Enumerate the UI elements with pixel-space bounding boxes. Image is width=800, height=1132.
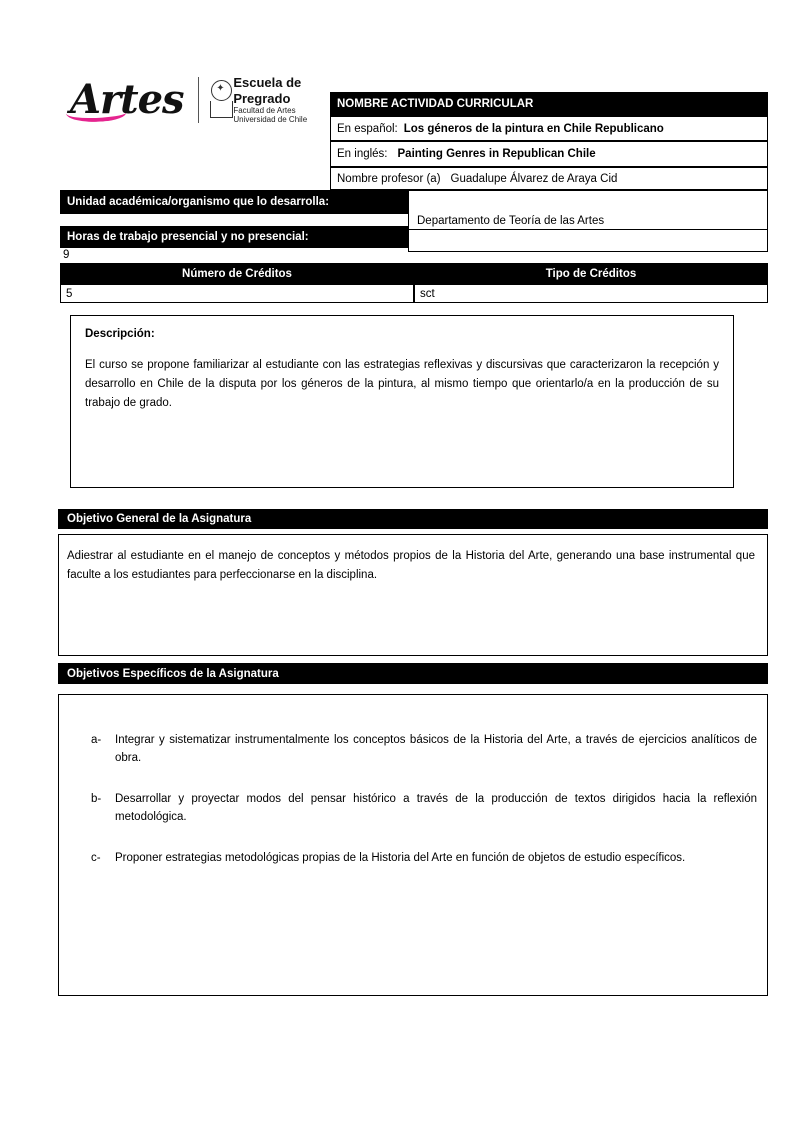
- hours-value: 9: [63, 249, 70, 261]
- specific-objectives-box: [58, 694, 768, 996]
- logo-divider: [198, 77, 199, 123]
- credits-type-label: Tipo de Créditos: [545, 267, 637, 280]
- logo-line-3: Universidad de Chile: [233, 115, 308, 125]
- logo-line-2: Facultad de Artes: [233, 105, 296, 115]
- unit-label-bar: [60, 190, 408, 214]
- credits-type-value: sct: [420, 287, 435, 300]
- logo-line-1: Escuela de Pregrado: [233, 75, 302, 106]
- list-item: [91, 849, 757, 867]
- credits-number-cell: [60, 284, 414, 303]
- english-value: Painting Genres in Republican Chile: [397, 148, 596, 160]
- university-seal-icon: ✦: [208, 78, 225, 122]
- logo-text-block: [233, 75, 318, 125]
- professor-value: Guadalupe Álvarez de Araya Cid: [450, 172, 618, 185]
- professor-label: Nombre profesor (a): [337, 172, 441, 185]
- objective-marker: c-: [91, 851, 101, 864]
- objective-marker: a-: [91, 734, 102, 746]
- specific-objectives-title-bar: [58, 663, 768, 684]
- objective-text: Proponer estrategias metodológicas propias de la Historia del Arte en función de objetos de estudio específicos.: [115, 851, 686, 864]
- credits-number-value: 5: [66, 287, 73, 300]
- header-title-text: NOMBRE ACTIVIDAD CURRICULAR: [337, 98, 534, 110]
- credits-type-header: [414, 263, 768, 284]
- english-label: En inglés:: [337, 148, 388, 160]
- row-professor: [330, 167, 768, 190]
- list-item: [91, 731, 757, 768]
- credits-type-cell: [414, 284, 768, 303]
- hours-label-bar: [60, 226, 408, 248]
- general-objective-box: [58, 534, 768, 656]
- unit-value-cell: [408, 190, 768, 230]
- description-label: Descripción:: [85, 328, 155, 340]
- row-english-name: [330, 141, 768, 167]
- general-objective-title-bar: [58, 509, 768, 529]
- hours-extra-cell: [408, 230, 768, 252]
- objective-text: Desarrollar y proyectar modos del pensar histórico a través de la producción de textos dirigidos hacia la reflexión metodológica.: [115, 792, 757, 824]
- general-objective-title: Objetivo General de la Asignatura: [67, 513, 252, 525]
- unit-label: Unidad académica/organismo que lo desarrolla:: [67, 196, 330, 208]
- unit-value: Departamento de Teoría de las Artes: [417, 215, 605, 227]
- hours-label: Horas de trabajo presencial y no presencial:: [67, 231, 309, 243]
- header-title-bar: [330, 92, 768, 116]
- logo-wordmark: Artes: [70, 76, 184, 123]
- general-objective-text: Adiestrar al estudiante en el manejo de conceptos y métodos propios de la Historia del Arte, generando una base instrumental que faculte a los estudiantes para perfeccionarse en la disciplina.: [67, 550, 755, 581]
- credits-number-label: Número de Créditos: [182, 267, 292, 280]
- description-text: El curso se propone familiarizar al estudiante con las estrategias reflexivas y discursivas que caracterizaron la recepción y desarrollo en Chile de la disputa por los géneros de la pintura, al mismo tiempo que orientarlo/a en la producción de su trabajo de grado.: [85, 359, 719, 409]
- row-spanish-name: [330, 116, 768, 141]
- specific-objectives-title: Objetivos Específicos de la Asignatura: [67, 667, 279, 680]
- credits-number-header: [60, 263, 414, 284]
- objective-text: Integrar y sistematizar instrumentalmente los conceptos básicos de la Historia del Arte, a través de ejercicios analíticos de obra.: [115, 734, 757, 765]
- institution-logo: [68, 72, 318, 128]
- description-box: [70, 315, 734, 488]
- objective-marker: b-: [91, 792, 102, 805]
- spanish-value: Los géneros de la pintura en Chile Republicano: [403, 122, 664, 135]
- spanish-label: En español:: [337, 122, 398, 135]
- list-item: [91, 790, 757, 827]
